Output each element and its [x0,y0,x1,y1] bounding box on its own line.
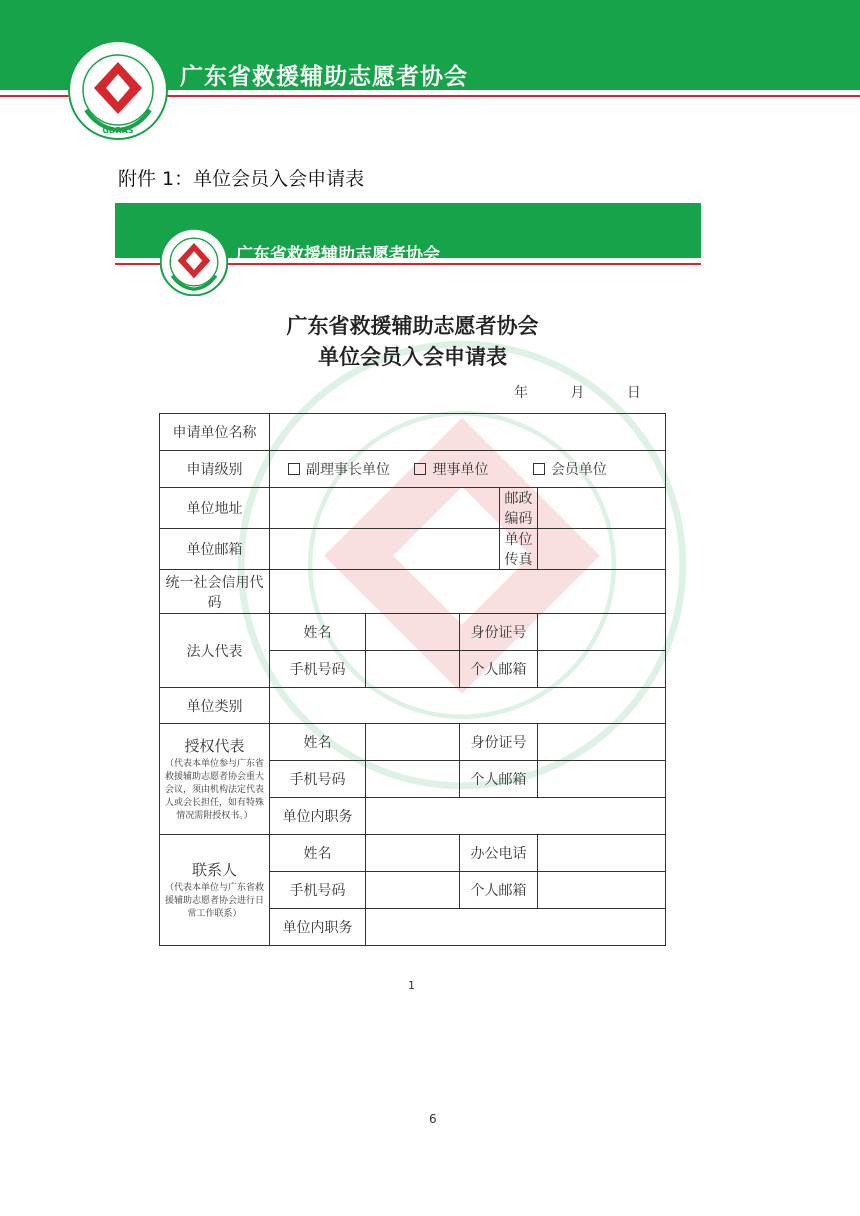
fax-label: 单位传真 [500,529,538,570]
unit-name-field[interactable] [270,414,666,451]
date-year: 年 [514,385,528,401]
auth-rep-id-field[interactable] [538,724,666,761]
contact-position-label: 单位内职务 [270,909,366,946]
org-logo [68,40,168,140]
auth-rep-position-label: 单位内职务 [270,798,366,835]
auth-rep-name-label: 姓名 [270,724,366,761]
legal-rep-id-label: 身份证号 [460,614,538,651]
auth-rep-mobile-label: 手机号码 [270,761,366,798]
org-name-title: 广东省救援辅助志愿者协会 [180,63,468,90]
level-option-vice-chair[interactable] [288,459,390,479]
form-subtitle: 单位会员入会申请表 [318,344,507,369]
level-option-label: 理事单位 [432,462,489,478]
auth-rep-email-label: 个人邮箱 [460,761,538,798]
checkbox-icon [414,463,426,475]
checkbox-icon [288,463,300,475]
logo-abbr: GDRAS [102,126,134,135]
level-options [270,451,666,488]
address-label: 单位地址 [160,488,270,529]
fax-field[interactable] [538,529,666,570]
contact-phone-field[interactable] [538,835,666,872]
application-form-table [159,413,666,946]
date-line [514,382,679,402]
credit-code-field[interactable] [270,570,666,614]
auth-rep-cell [160,724,270,835]
auth-rep-mobile-field[interactable] [366,761,460,798]
contact-mobile-field[interactable] [366,872,460,909]
auth-rep-email-field[interactable] [538,761,666,798]
postcode-label: 邮政编码 [500,488,538,529]
level-option-label: 会员单位 [550,462,607,478]
contact-mobile-label: 手机号码 [270,872,366,909]
legal-rep-email-field[interactable] [538,651,666,688]
credit-code-label: 统一社会信用代码 [160,570,270,614]
legal-rep-label: 法人代表 [160,614,270,688]
contact-name-label: 姓名 [270,835,366,872]
form-org-name: 广东省救援辅助志愿者协会 [236,245,440,265]
level-option-label: 副理事长单位 [306,462,390,478]
level-option-member[interactable] [533,459,607,479]
address-field[interactable] [270,488,500,529]
unit-name-label: 申请单位名称 [160,414,270,451]
contact-email-label: 个人邮箱 [460,872,538,909]
checkbox-icon [533,463,545,475]
legal-rep-mobile-label: 手机号码 [270,651,366,688]
date-month: 月 [570,385,585,401]
level-label: 申请级别 [160,451,270,488]
unit-type-label: 单位类别 [160,688,270,724]
form-org-logo [160,228,228,296]
contact-name-field[interactable] [366,835,460,872]
date-day: 日 [626,385,641,401]
email-label: 单位邮箱 [160,529,270,570]
contact-phone-label: 办公电话 [460,835,538,872]
inner-page-number: 1 [408,979,415,992]
email-field[interactable] [270,529,500,570]
auth-rep-name-field[interactable] [366,724,460,761]
form-title: 广东省救援辅助志愿者协会 [286,313,539,338]
legal-rep-name-field[interactable] [366,614,460,651]
legal-rep-id-field[interactable] [538,614,666,651]
legal-rep-email-label: 个人邮箱 [460,651,538,688]
level-option-director[interactable] [414,459,488,479]
attachment-title: 附件 1：单位会员入会申请表 [118,168,365,190]
page-number: 6 [429,1112,437,1126]
unit-type-field[interactable] [270,688,666,724]
contact-note: （代表本单位与广东省救援辅助志愿者协会进行日常工作联系） [164,883,264,919]
contact-label: 联系人 [191,861,237,879]
legal-rep-mobile-field[interactable] [366,651,460,688]
contact-email-field[interactable] [538,872,666,909]
auth-rep-note: （代表本单位参与广东省救援辅助志愿者协会重大会议，须由机构法定代表人或会长担任，如有特殊情况需附授权书。） [164,759,264,821]
contact-cell [160,835,270,946]
auth-rep-id-label: 身份证号 [460,724,538,761]
auth-rep-position-field[interactable] [366,798,666,835]
legal-rep-name-label: 姓名 [270,614,366,651]
auth-rep-label: 授权代表 [184,737,245,755]
contact-position-field[interactable] [366,909,666,946]
postcode-field[interactable] [538,488,666,529]
